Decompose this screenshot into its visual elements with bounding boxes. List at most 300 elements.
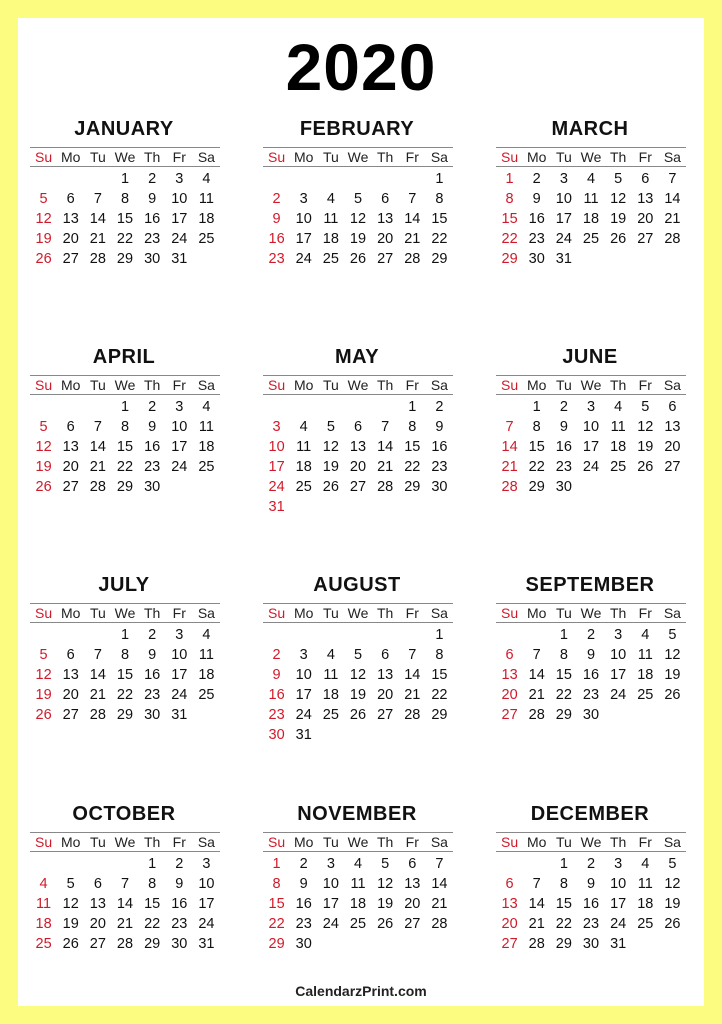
day-cell: 19 — [35, 459, 52, 475]
weekday-header — [30, 832, 220, 852]
weekday-label: Fr — [172, 605, 186, 621]
day-cell: 22 — [116, 459, 134, 475]
weekday-label: Sa — [430, 605, 448, 621]
day-cell: 8 — [120, 647, 130, 663]
weekday-label: We — [347, 377, 369, 393]
day-cell: 12 — [62, 896, 79, 912]
day-cell: 29 — [268, 936, 285, 952]
day-cell: 17 — [555, 211, 572, 227]
day-cell: 12 — [349, 667, 367, 683]
weekday-label: Su — [268, 834, 286, 850]
empty-cell — [30, 397, 57, 417]
weekday-label: Su — [501, 834, 519, 850]
day-cell: 8 — [272, 876, 281, 892]
weekday-label: Su — [501, 605, 519, 621]
weekday-label: Mo — [526, 149, 547, 165]
day-cell: 24 — [555, 231, 572, 247]
weekday-label: We — [347, 149, 369, 165]
day-cell: 13 — [404, 876, 421, 892]
empty-cell — [317, 625, 344, 645]
empty-cell — [399, 169, 426, 189]
month-name: NOVEMBER — [297, 803, 417, 825]
day-cell: 22 — [144, 916, 161, 932]
weekday-header — [263, 832, 453, 852]
day-cell: 6 — [381, 647, 390, 663]
weekday-label: We — [114, 834, 136, 850]
day-cell: 19 — [664, 896, 681, 912]
day-cell: 13 — [62, 439, 79, 455]
day-cell: 12 — [35, 211, 52, 227]
day-cell: 1 — [120, 399, 130, 415]
day-cell: 11 — [637, 876, 653, 892]
month-january — [30, 115, 220, 269]
weekday-label: Tu — [555, 377, 572, 393]
weekday-label: Sa — [663, 834, 681, 850]
day-cell: 23 — [268, 707, 285, 723]
weekday-label: Mo — [60, 149, 81, 165]
weekday-label: Su — [35, 377, 53, 393]
month-june — [496, 343, 686, 497]
day-cell: 20 — [501, 687, 518, 703]
day-cell: 3 — [614, 856, 623, 872]
calendar-year: 2020 — [285, 30, 437, 104]
empty-cell — [317, 169, 344, 189]
empty-cell — [84, 169, 111, 189]
day-grid — [263, 397, 453, 517]
empty-cell — [84, 625, 111, 645]
empty-cell — [57, 169, 84, 189]
weekday-label: Mo — [60, 605, 81, 621]
day-cell: 25 — [35, 936, 52, 952]
day-cell: 16 — [171, 896, 188, 912]
day-grid — [496, 397, 686, 497]
day-cell: 12 — [35, 667, 52, 683]
weekday-label: Su — [268, 377, 286, 393]
day-cell: 7 — [93, 419, 102, 435]
day-cell: 19 — [35, 687, 52, 703]
weekday-label: Sa — [430, 149, 448, 165]
day-cell: 17 — [295, 687, 312, 703]
weekday-label: Th — [143, 377, 161, 393]
day-cell: 25 — [322, 251, 339, 267]
weekday-label: Sa — [197, 605, 215, 621]
day-cell: 17 — [610, 896, 627, 912]
day-cell: 6 — [408, 856, 417, 872]
weekday-label: We — [347, 834, 369, 850]
day-cell: 29 — [555, 707, 572, 723]
weekday-header — [30, 375, 220, 395]
day-cell: 27 — [404, 916, 421, 932]
day-cell: 19 — [322, 459, 339, 475]
day-cell: 29 — [144, 936, 161, 952]
day-cell: 1 — [120, 627, 130, 643]
day-cell: 3 — [202, 856, 211, 872]
weekday-label: Th — [376, 605, 394, 621]
day-cell: 7 — [93, 647, 102, 663]
empty-cell — [523, 625, 550, 645]
day-cell: 2 — [175, 856, 184, 872]
month-name: JULY — [98, 574, 150, 596]
day-cell: 4 — [326, 647, 335, 663]
weekday-header — [263, 147, 453, 167]
day-cell: 1 — [272, 856, 281, 872]
day-cell: 24 — [295, 251, 312, 267]
day-cell: 14 — [404, 211, 421, 227]
empty-cell — [30, 169, 57, 189]
weekday-label: Tu — [322, 149, 339, 165]
day-grid — [263, 854, 453, 954]
day-cell: 19 — [610, 211, 627, 227]
day-cell: 3 — [614, 627, 623, 643]
weekday-label: Fr — [405, 149, 419, 165]
day-cell: 16 — [268, 687, 285, 703]
day-cell: 19 — [349, 231, 367, 247]
weekday-label: Tu — [322, 605, 339, 621]
day-cell: 24 — [610, 687, 627, 703]
day-cell: 21 — [431, 896, 448, 912]
weekday-label: Su — [268, 149, 286, 165]
day-cell: 15 — [116, 667, 134, 683]
day-cell: 26 — [35, 707, 52, 723]
day-cell: 30 — [582, 936, 600, 952]
weekday-label: Fr — [638, 834, 652, 850]
weekday-label: Mo — [293, 605, 314, 621]
day-cell: 22 — [555, 916, 572, 932]
day-cell: 19 — [35, 231, 52, 247]
day-cell: 13 — [637, 191, 654, 207]
day-cell: 15 — [116, 211, 134, 227]
day-cell: 8 — [435, 647, 444, 663]
calendar-page — [18, 18, 704, 1006]
day-cell: 14 — [501, 439, 518, 455]
day-cell: 12 — [664, 647, 681, 663]
day-cell: 25 — [198, 231, 215, 247]
day-cell: 30 — [431, 479, 448, 495]
day-cell: 3 — [175, 627, 184, 643]
day-cell: 24 — [610, 916, 627, 932]
day-cell: 25 — [637, 916, 654, 932]
empty-cell — [372, 397, 399, 417]
day-cell: 30 — [582, 707, 600, 723]
day-cell: 20 — [377, 687, 394, 703]
empty-cell — [84, 397, 111, 417]
day-cell: 20 — [62, 231, 79, 247]
day-cell: 17 — [198, 896, 215, 912]
day-cell: 2 — [272, 191, 281, 207]
day-cell: 9 — [148, 647, 157, 663]
day-cell: 21 — [89, 459, 106, 475]
day-cell: 10 — [171, 419, 188, 435]
empty-cell — [399, 625, 426, 645]
day-cell: 6 — [668, 399, 677, 415]
day-cell: 21 — [528, 687, 545, 703]
day-cell: 27 — [377, 251, 394, 267]
day-cell: 22 — [528, 459, 545, 475]
day-cell: 12 — [35, 439, 52, 455]
day-cell: 7 — [381, 419, 390, 435]
day-cell: 18 — [322, 687, 339, 703]
day-cell: 10 — [610, 647, 627, 663]
weekday-label: Sa — [197, 834, 215, 850]
day-cell: 5 — [353, 647, 363, 663]
empty-cell — [372, 625, 399, 645]
day-cell: 29 — [404, 479, 421, 495]
empty-cell — [496, 625, 523, 645]
day-cell: 11 — [36, 896, 52, 912]
day-cell: 18 — [637, 667, 654, 683]
day-cell: 14 — [89, 667, 106, 683]
day-cell: 23 — [528, 231, 545, 247]
weekday-label: We — [114, 377, 136, 393]
day-cell: 18 — [582, 211, 600, 227]
day-cell: 23 — [582, 916, 600, 932]
day-cell: 10 — [322, 876, 339, 892]
day-cell: 28 — [377, 479, 394, 495]
day-cell: 15 — [268, 896, 285, 912]
weekday-label: Mo — [526, 834, 547, 850]
day-cell: 30 — [144, 707, 161, 723]
day-cell: 8 — [120, 191, 130, 207]
day-cell: 18 — [322, 231, 339, 247]
day-grid — [496, 625, 686, 725]
day-cell: 10 — [582, 419, 600, 435]
day-cell: 5 — [668, 627, 677, 643]
empty-cell — [372, 169, 399, 189]
day-cell: 20 — [501, 916, 518, 932]
site-footer: CalendarzPrint.com — [295, 983, 427, 999]
weekday-label: Mo — [526, 605, 547, 621]
day-cell: 16 — [268, 231, 285, 247]
weekday-header — [496, 603, 686, 623]
day-cell: 29 — [528, 479, 545, 495]
day-cell: 2 — [299, 856, 308, 872]
day-cell: 27 — [377, 707, 394, 723]
weekday-header — [496, 375, 686, 395]
day-cell: 18 — [198, 439, 215, 455]
day-cell: 19 — [377, 896, 394, 912]
day-cell: 8 — [148, 876, 157, 892]
day-cell: 23 — [144, 231, 161, 247]
day-cell: 30 — [528, 251, 545, 267]
day-cell: 11 — [583, 191, 599, 207]
day-cell: 31 — [610, 936, 627, 952]
day-cell: 17 — [268, 459, 285, 475]
day-cell: 13 — [664, 419, 681, 435]
day-cell: 16 — [144, 211, 161, 227]
day-cell: 22 — [555, 687, 572, 703]
empty-cell — [523, 854, 550, 874]
weekday-label: Su — [35, 605, 53, 621]
day-cell: 28 — [528, 707, 545, 723]
day-cell: 25 — [610, 459, 627, 475]
empty-cell — [57, 625, 84, 645]
month-september — [496, 571, 686, 725]
empty-cell — [57, 854, 84, 874]
day-cell: 5 — [353, 191, 363, 207]
day-cell: 6 — [66, 647, 75, 663]
empty-cell — [111, 854, 138, 874]
day-cell: 3 — [299, 191, 308, 207]
day-cell: 23 — [268, 251, 285, 267]
day-cell: 31 — [268, 499, 285, 515]
day-cell: 30 — [144, 251, 161, 267]
day-cell: 6 — [66, 191, 75, 207]
day-cell: 31 — [198, 936, 215, 952]
weekday-label: Mo — [60, 834, 81, 850]
day-cell: 10 — [171, 191, 188, 207]
day-cell: 6 — [641, 171, 650, 187]
day-cell: 3 — [175, 399, 184, 415]
day-cell: 21 — [528, 916, 545, 932]
day-cell: 8 — [559, 647, 568, 663]
day-cell: 27 — [62, 251, 79, 267]
day-cell: 29 — [501, 251, 518, 267]
day-cell: 26 — [349, 251, 367, 267]
day-cell: 13 — [377, 667, 394, 683]
day-cell: 2 — [586, 856, 596, 872]
day-cell: 24 — [171, 687, 188, 703]
day-grid — [263, 169, 453, 269]
weekday-label: Tu — [89, 377, 106, 393]
day-cell: 16 — [528, 211, 545, 227]
day-cell: 5 — [641, 399, 650, 415]
weekday-label: Tu — [89, 834, 106, 850]
day-cell: 11 — [198, 191, 214, 207]
weekday-label: We — [114, 149, 136, 165]
weekday-label: Tu — [322, 377, 339, 393]
weekday-label: We — [347, 605, 369, 621]
weekday-label: Th — [376, 149, 394, 165]
month-november — [263, 800, 453, 954]
day-cell: 4 — [202, 171, 211, 187]
day-cell: 17 — [171, 667, 188, 683]
month-name: JUNE — [562, 346, 618, 368]
day-cell: 1 — [148, 856, 157, 872]
day-cell: 3 — [326, 856, 335, 872]
day-cell: 21 — [89, 687, 106, 703]
day-cell: 5 — [39, 191, 48, 207]
day-cell: 26 — [35, 479, 52, 495]
day-cell: 8 — [559, 876, 568, 892]
weekday-label: Sa — [197, 377, 215, 393]
day-cell: 27 — [349, 479, 367, 495]
day-cell: 9 — [175, 876, 184, 892]
day-cell: 23 — [171, 916, 188, 932]
weekday-label: Th — [143, 834, 161, 850]
weekday-label: Mo — [293, 377, 314, 393]
day-cell: 27 — [501, 707, 518, 723]
day-cell: 23 — [144, 459, 161, 475]
empty-cell — [263, 397, 290, 417]
day-cell: 15 — [528, 439, 545, 455]
day-cell: 28 — [89, 251, 106, 267]
day-cell: 26 — [610, 231, 627, 247]
day-cell: 2 — [532, 171, 541, 187]
weekday-label: We — [580, 605, 602, 621]
day-cell: 1 — [559, 627, 568, 643]
weekday-label: Th — [143, 605, 161, 621]
day-cell: 18 — [349, 896, 367, 912]
day-cell: 18 — [610, 439, 627, 455]
day-cell: 6 — [353, 419, 363, 435]
month-february — [263, 115, 453, 269]
day-cell: 2 — [148, 399, 157, 415]
day-cell: 10 — [610, 876, 627, 892]
month-name: DECEMBER — [530, 803, 650, 825]
day-cell: 12 — [664, 876, 681, 892]
day-cell: 26 — [322, 479, 339, 495]
day-grid — [30, 397, 220, 497]
day-cell: 8 — [435, 191, 444, 207]
day-cell: 17 — [322, 896, 339, 912]
weekday-label: Sa — [430, 834, 448, 850]
empty-cell — [84, 854, 111, 874]
day-cell: 19 — [664, 667, 681, 683]
day-cell: 6 — [505, 876, 514, 892]
day-cell: 22 — [116, 687, 134, 703]
weekday-label: Tu — [555, 149, 572, 165]
day-cell: 29 — [116, 479, 134, 495]
day-cell: 21 — [404, 687, 421, 703]
day-cell: 12 — [322, 439, 339, 455]
weekday-header — [496, 147, 686, 167]
day-grid — [30, 625, 220, 725]
month-may — [263, 343, 453, 517]
day-cell: 27 — [89, 936, 106, 952]
day-cell: 14 — [664, 191, 681, 207]
day-cell: 12 — [377, 876, 394, 892]
empty-cell — [30, 854, 57, 874]
day-cell: 20 — [62, 459, 79, 475]
day-cell: 20 — [89, 916, 106, 932]
day-cell: 9 — [272, 211, 281, 227]
weekday-label: Mo — [60, 377, 81, 393]
day-cell: 24 — [295, 707, 312, 723]
day-cell: 18 — [198, 211, 215, 227]
day-cell: 13 — [62, 667, 79, 683]
day-cell: 3 — [586, 399, 596, 415]
day-cell: 25 — [637, 687, 654, 703]
day-cell: 28 — [404, 251, 421, 267]
weekday-label: Tu — [322, 834, 339, 850]
day-cell: 24 — [582, 459, 600, 475]
month-april — [30, 343, 220, 497]
day-cell: 23 — [431, 459, 448, 475]
day-cell: 22 — [116, 231, 134, 247]
month-name: MARCH — [551, 118, 629, 140]
weekday-label: Fr — [638, 377, 652, 393]
day-cell: 15 — [431, 211, 448, 227]
weekday-label: Mo — [293, 834, 314, 850]
day-grid — [263, 625, 453, 745]
day-cell: 4 — [641, 856, 650, 872]
day-cell: 7 — [532, 876, 541, 892]
day-cell: 16 — [144, 667, 161, 683]
empty-cell — [290, 169, 317, 189]
empty-cell — [263, 625, 290, 645]
day-cell: 20 — [404, 896, 421, 912]
day-cell: 31 — [295, 727, 312, 743]
day-cell: 11 — [610, 419, 626, 435]
day-cell: 26 — [664, 916, 681, 932]
day-cell: 11 — [323, 667, 339, 683]
day-cell: 9 — [148, 419, 157, 435]
weekday-label: We — [580, 834, 602, 850]
day-cell: 9 — [148, 191, 157, 207]
day-cell: 18 — [198, 667, 215, 683]
day-cell: 10 — [268, 439, 285, 455]
day-cell: 21 — [404, 231, 421, 247]
